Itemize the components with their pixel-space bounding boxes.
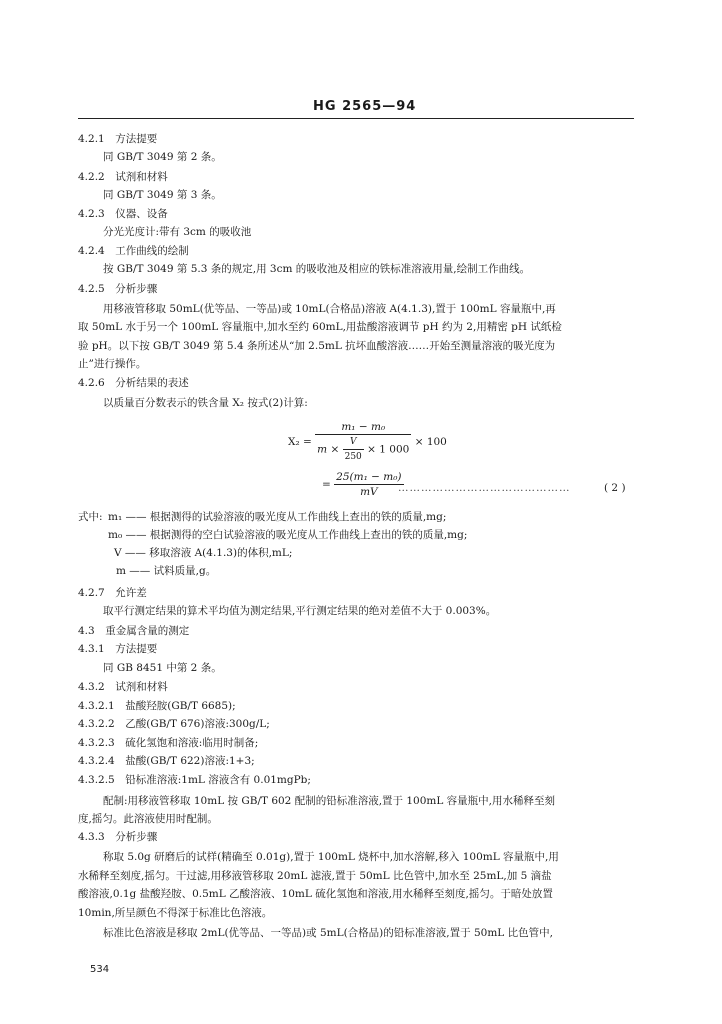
where-v: V —— 移取溶液 A(4.1.3)的体积,mL; bbox=[114, 547, 293, 559]
formula-numerator-1: m₁ − m₀ bbox=[341, 421, 386, 433]
section-4-3-3-heading: 4.3.3 分析步骤 bbox=[78, 831, 158, 843]
section-4-2-3-heading: 4.2.3 仪器、设备 bbox=[78, 208, 168, 220]
page-number: 534 bbox=[90, 964, 110, 975]
formula-lhs: X₂ = bbox=[288, 436, 312, 448]
formula-number: ( 2 ) bbox=[604, 482, 626, 494]
formula-times-100: × 100 bbox=[414, 436, 447, 448]
section-4-3-2-2: 4.3.2.2 乙酸(GB/T 676)溶液:300g/L; bbox=[78, 718, 270, 730]
section-4-2-1-text: 同 GB/T 3049 第 2 条。 bbox=[103, 151, 222, 163]
section-4-2-5-heading: 4.2.5 分析步骤 bbox=[78, 283, 158, 295]
section-4-2-5-text-2: 取 50mL 水于另一个 100mL 容量瓶中,加水至约 60mL,用盐酸溶液调节 pH 约为 2,用精密 pH 试纸检 bbox=[78, 321, 562, 333]
section-4-2-6-text: 以质量百分数表示的铁含量 X₂ 按式(2)计算: bbox=[103, 397, 308, 409]
section-4-2-2-heading: 4.2.2 试剂和材料 bbox=[78, 171, 168, 183]
section-4-2-5-text-4: 止”进行操作。 bbox=[78, 358, 147, 370]
section-4-3-3-text-3: 酸溶液,0.1g 盐酸羟胺、0.5mL 乙酸溶液、10mL 硫化氢饱和溶液,用水稀释至刻度,摇匀。于暗处放置 bbox=[78, 888, 553, 900]
section-4-2-7-heading: 4.2.7 允许差 bbox=[78, 587, 147, 599]
formula-line-2 bbox=[322, 470, 404, 499]
section-4-3-2-1: 4.3.2.1 盐酸羟胺(GB/T 6685); bbox=[78, 700, 236, 712]
section-4-2-4-heading: 4.2.4 工作曲线的绘制 bbox=[78, 245, 189, 257]
formula-fraction-1 bbox=[315, 420, 411, 464]
formula-denominator-suffix: × 1 000 bbox=[367, 443, 410, 456]
where-m0: m₀ —— 根据测得的空白试验溶液的吸光度从工作曲线上查出的铁的质量,mg; bbox=[108, 529, 468, 541]
section-4-2-4-text: 按 GB/T 3049 第 5.3 条的规定,用 3cm 的吸收池及相应的铁标准溶液用量,绘制工作曲线。 bbox=[103, 263, 531, 275]
section-4-3-2-heading: 4.3.2 试剂和材料 bbox=[78, 681, 168, 693]
section-4-2-6-heading: 4.2.6 分析结果的表述 bbox=[78, 377, 189, 389]
where-m1: m₁ —— 根据测得的试验溶液的吸光度从工作曲线上查出的铁的质量,mg; bbox=[108, 511, 447, 523]
formula-250: 250 bbox=[344, 452, 362, 462]
standard-number-header: HG 2565—94 bbox=[313, 99, 417, 114]
section-4-3-2-4: 4.3.2.4 盐酸(GB/T 622)溶液:1+3; bbox=[78, 755, 255, 767]
section-4-3-2-3: 4.3.2.3 硫化氢饱和溶液:临用时制备; bbox=[78, 737, 259, 749]
where-m: m —— 试料质量,g。 bbox=[116, 565, 217, 577]
section-4-3-heading: 4.3 重金属含量的测定 bbox=[78, 625, 190, 637]
formula-denominator-2: mV bbox=[360, 486, 378, 498]
section-4-3-3-text-1: 称取 5.0g 研磨后的试样(精确至 0.01g),置于 100mL 烧杯中,加水溶解,移入 100mL 容量瓶中,用 bbox=[103, 851, 559, 863]
header-rule bbox=[78, 118, 634, 119]
section-4-2-1-heading: 4.2.1 方法提要 bbox=[78, 133, 158, 145]
section-4-3-3-text-2: 水稀释至刻度,摇匀。干过滤,用移液管移取 20mL 滤液,置于 50mL 比色管中,加水至 25mL,加 5 滴盐 bbox=[78, 870, 552, 882]
formula-line-1 bbox=[288, 420, 447, 464]
section-4-3-3-text-5: 标准比色溶液是移取 2mL(优等品、一等品)或 5mL(合格品)的铅标准溶液,置于 50mL 比色管中, bbox=[103, 927, 553, 939]
section-4-2-7-text: 取平行测定结果的算术平均值为测定结果,平行测定结果的绝对差值不大于 0.003%。 bbox=[103, 605, 497, 617]
where-intro: 式中: bbox=[78, 511, 103, 523]
section-4-2-5-text-3: 验 pH。以下按 GB/T 3049 第 5.4 条所述从“加 2.5mL 抗坏血酸溶液……开始至测量溶液的吸光度为 bbox=[78, 340, 556, 352]
section-4-3-1-text: 同 GB 8451 中第 2 条。 bbox=[103, 662, 222, 674]
formula-equals: = bbox=[322, 478, 331, 491]
formula-v-over-250 bbox=[343, 435, 364, 464]
formula-numerator-2: 25(m₁ − m₀) bbox=[336, 471, 402, 483]
formula-denominator-prefix: m × bbox=[317, 443, 340, 456]
section-4-2-5-text-1: 用移液管移取 50mL(优等品、一等品)或 10mL(合格品)溶液 A(4.1.3),置于 100mL 容量瓶中,再 bbox=[103, 303, 556, 315]
section-4-3-2-5: 4.3.2.5 铅标准溶液:1mL 溶液含有 0.01mgPb; bbox=[78, 774, 311, 786]
preparation-text-2: 度,摇匀。此溶液使用时配制。 bbox=[78, 813, 218, 825]
section-4-2-3-text: 分光光度计:带有 3cm 的吸收池 bbox=[103, 226, 252, 238]
section-4-3-3-text-4: 10min,所呈颜色不得深于标准比色溶液。 bbox=[78, 907, 273, 919]
section-4-2-2-text: 同 GB/T 3049 第 3 条。 bbox=[103, 189, 222, 201]
preparation-text-1: 配制:用移液管移取 10mL 按 GB/T 602 配制的铅标准溶液,置于 100mL 容量瓶中,用水稀释至刻 bbox=[103, 795, 556, 807]
section-4-3-1-heading: 4.3.1 方法提要 bbox=[78, 643, 158, 655]
formula-v: V bbox=[349, 437, 357, 447]
formula-leader-dots: ……………………………………… bbox=[398, 482, 571, 494]
formula-fraction-2 bbox=[334, 470, 403, 499]
